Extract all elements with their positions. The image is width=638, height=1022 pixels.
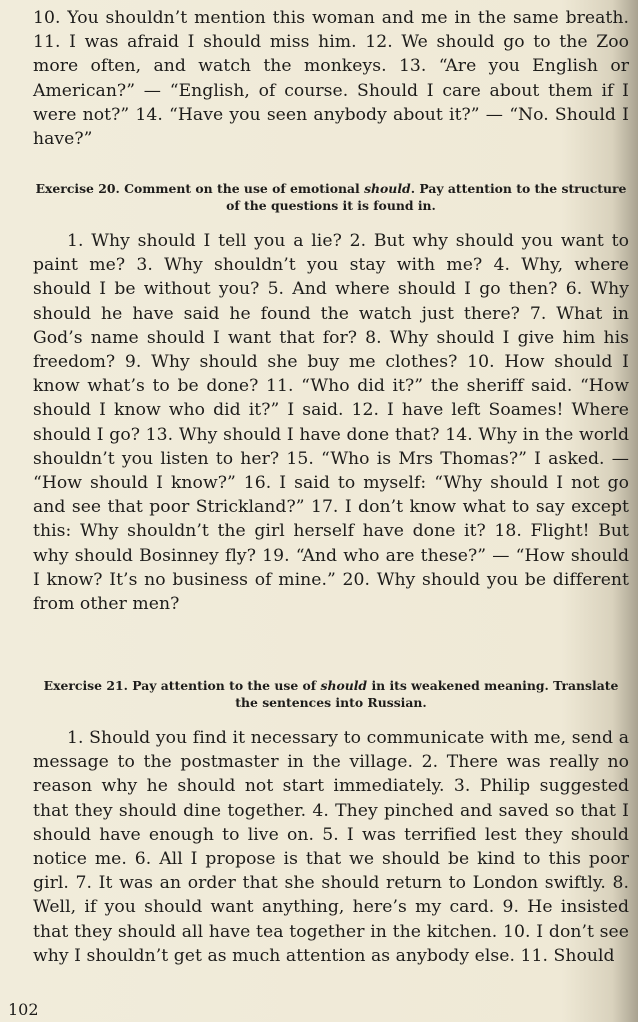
exercise-20-heading (33, 180, 629, 214)
page-number: 102 (8, 1000, 39, 1019)
exercise-21-label: Exercise 21. (43, 678, 128, 693)
exercise-20-instruction-end: . Pay attention to the structure of the questions it is found in. (226, 181, 627, 213)
exercise-20-keyword: should (364, 181, 411, 196)
exercise-21-heading (33, 677, 629, 711)
exercise-21-instruction-start: Pay attention to the use of (132, 678, 317, 693)
exercise-20-body: 1. Why should I tell you a lie? 2. But why should you want to paint me? 3. Why shouldn’t you stay with me? 4. Why, where should I be without you? 5. And where should I go then? 6. Why should he have said he found the watch just there? 7. What in God’s name should I want that for? 8. Why should I give him his freedom? 9. Why should she buy me clothes? 10. How should I know what’s to be done? 11. “Who did it?” the sheriff said. “How should I know who did it?” I said. 12. I have left Soames! Where should I go? 13. Why should I have done that? 14. Why in the world shouldn’t you listen to her? 15. “Who is Mrs Thomas?” I asked. — “How should I know?” 16. I said to myself: “Why should I not go and see that poor Strickland?” 17. I don’t know what to say except this: Why shouldn’t the girl herself have done it? 18. Flight! But why should Bosinney fly? 19. “And who are these?” — “How should I know? It’s no business of mine.” 20. Why should you be different from other men? (33, 231, 629, 615)
exercise-20-instruction-start: Comment on the use of emotional (124, 181, 360, 196)
exercise-21-body: 1. Should you find it necessary to communicate with me, send a message to the postmaster in the village. 2. There was really no reason why he should not start immediately. 3. Philip suggested that they should dine together. 4. They pinched and saved so that I should have enough to live on. 5. I was terrified lest they should notice me. 6. All I propose is that we should be kind to this poor girl. 7. It was an order that she should return to London swiftly. 8. Well, if you should want anything, here’s my card. 9. He insisted that they should all have tea together in the kitchen. 10. I don’t see why I shouldn’t get as much attention as anybody else. 11. Should (33, 728, 629, 966)
exercise-21-instruction-end: in its weakened meaning. Translate the sentences into Russian. (235, 678, 619, 710)
exercise-20-label: Exercise 20. (35, 181, 120, 196)
continued-paragraph: 10. You shouldn’t mention this woman and me in the same breath. 11. I was afraid I should miss him. 12. We should go to the Zoo more often, and watch the monkeys. 13. “Are you English or American?” — “English, of course. Should I care about them if I were not?” 14. “Have you seen anybody about it?” — “No. Should I have?” (33, 8, 629, 150)
exercise-21-keyword: should (320, 678, 368, 693)
